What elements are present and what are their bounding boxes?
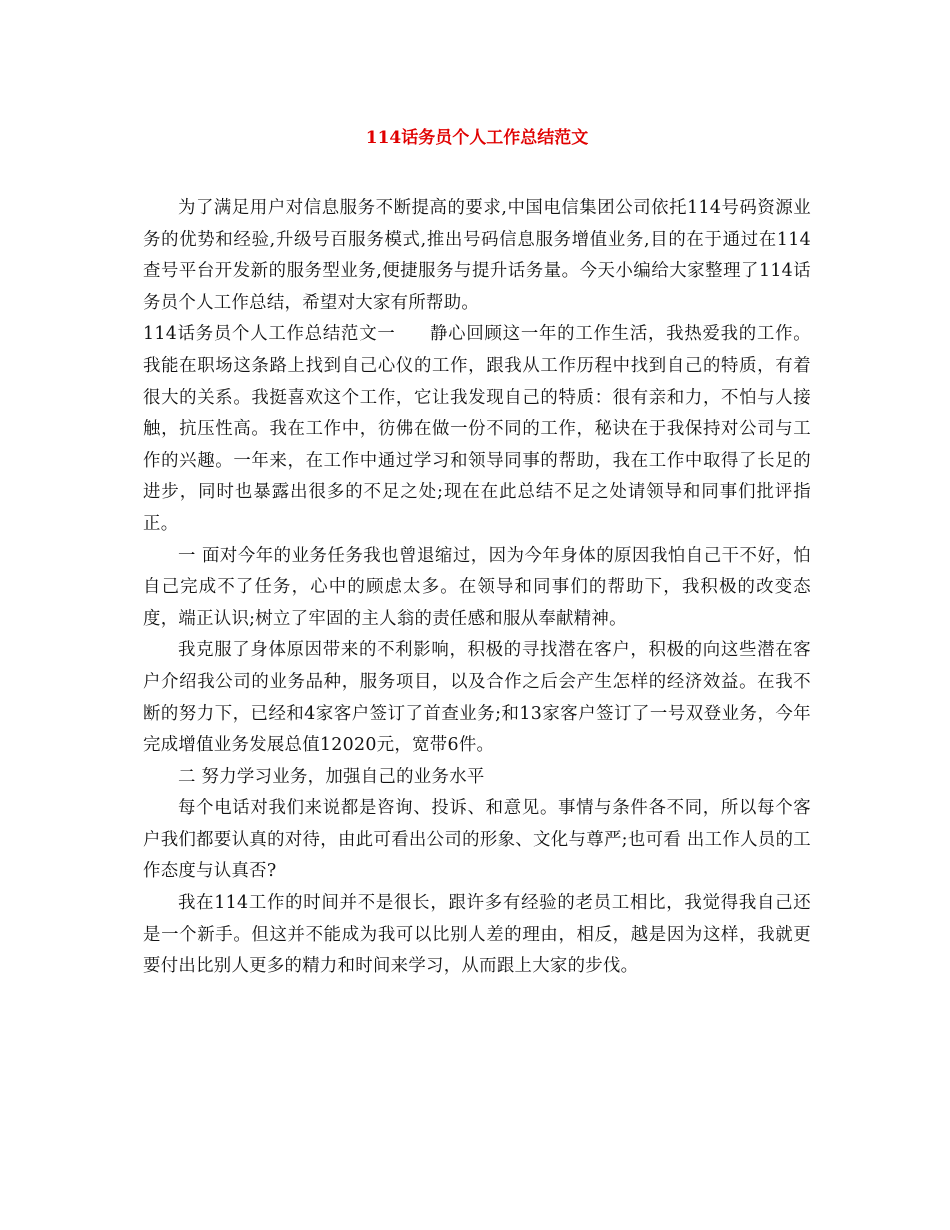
document-body: [143, 193, 811, 983]
point-one-paragraph: 一 面对今年的业务任务我也曾退缩过，因为今年身体的原因我怕自己干不好，怕自己完成不了任务，心中的顾虑太多。在领导和同事们的帮助下，我积极的改变态度，端正认识;树立了牢固的主人翁的责任感和服从奉献精神。: [143, 545, 811, 629]
point-two-detail-paragraph: 每个电话对我们来说都是咨询、投诉、和意见。事情与条件各不同，所以每个客户我们都要认真的对待，由此可看出公司的形象、文化与尊严;也可看 出工作人员的工作态度与认真否?: [143, 798, 811, 882]
closing-paragraph: 我在114工作的时间并不是很长，跟许多有经验的老员工相比，我觉得我自己还是一个新手。但这并不能成为我可以比别人差的理由，相反，越是因为这样，我就更要付出比别人更多的精力和时间来学习，从而跟上大家的步伐。: [143, 893, 811, 977]
point-two-heading: 二 努力学习业务，加强自己的业务水平: [178, 766, 485, 787]
intro-paragraph: 为了满足用户对信息服务不断提高的要求,中国电信集团公司依托114号码资源业务的优势和经验,升级号百服务模式,推出号码信息服务增值业务,目的在于通过在114查号平台开发新的服务型业务,便捷服务与提升话务量。今天小编给大家整理了114话务员个人工作总结，希望对大家有所帮助。: [143, 198, 811, 313]
section-intro: 静心回顾这一年的工作生活，我热爱我的工作。我能在职场这条路上找到自己心仪的工作，跟我从工作历程中找到自己的特质，有着很大的关系。我挺喜欢这个工作，它让我发现自己的特质：很有亲和力，不怕与人接触，抗压性高。我在工作中，彷佛在做一份不同的工作，秘诀在于我保持对公司与工作的兴趣。一年来，在工作中通过学习和领导同事的帮助，我在工作中取得了长足的进步，同时也暴露出很多的不足之处;现在在此总结不足之处请领导和同事们批评指正。: [143, 324, 811, 534]
document-page: [143, 0, 811, 1230]
section-one-paragraph: [143, 319, 811, 540]
document-title: 114话务员个人工作总结范文: [365, 128, 589, 148]
point-one-detail-paragraph: 我克服了身体原因带来的不利影响，积极的寻找潜在客户，积极的向这些潜在客户介绍我公司的业务品种，服务项目，以及合作之后会产生怎样的经济效益。在我不断的努力下，已经和4家客户签订了首查业务;和13家客户签订了一号双登业务，今年完成增值业务发展总值12020元，宽带6件。: [143, 640, 811, 756]
section-heading: 114话务员个人工作总结范文一: [143, 324, 396, 345]
